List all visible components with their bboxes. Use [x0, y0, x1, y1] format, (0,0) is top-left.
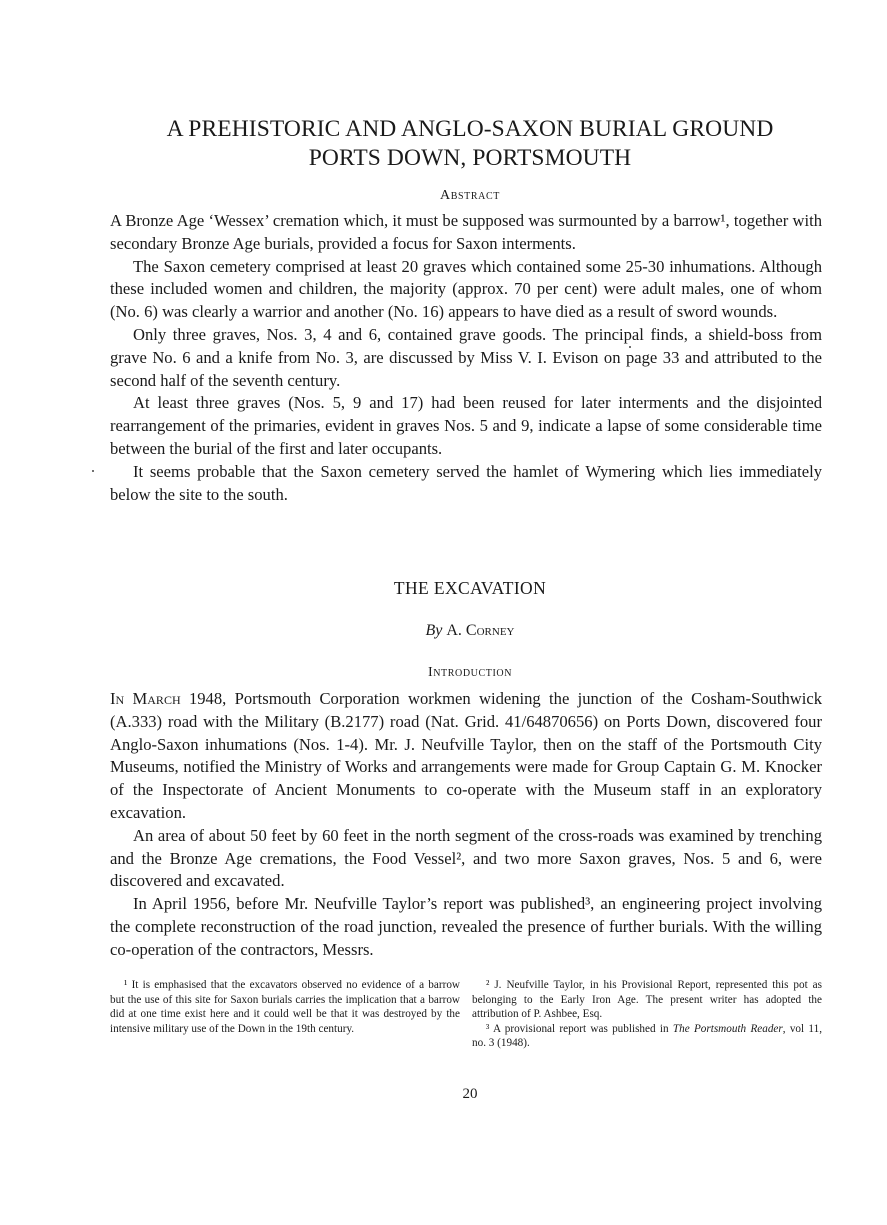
- abstract-paragraph: A Bronze Age ‘Wessex’ cremation which, it must be supposed was surmounted by a barrow¹, together with secondary Bronze Age burials, provided a focus for Saxon interments.: [110, 211, 822, 253]
- footnotes: [110, 978, 822, 1051]
- body-paragraph: In April 1956, before Mr. Neufville Taylor’s report was published³, an engineering project involving the complete reconstruction of the road junction, revealed the presence of further burials. With the willing co-operation of the contractors, Messrs.: [110, 894, 822, 959]
- article-title-line-1: A PREHISTORIC AND ANGLO-SAXON BURIAL GROUND: [166, 116, 774, 142]
- body-paragraph-text: 1948, Portsmouth Corporation workmen widening the junction of the Cosham-Southwick (A.333) road with the Military (B.2177) road (Nat. Grid. 41/64870656) on Ports Down, discovered four Anglo-Saxon inhumations (Nos. 1-4). Mr. J. Neufville Taylor, then on the staff of the Portsmouth City Museums, notified the Ministry of Works and arrangements were made for Group Captain G. M. Knocker of the Inspectorate of Ancient Monuments to co-operate with the Museum staff in an exploratory excavation.: [110, 689, 823, 822]
- footnote-column-left: [110, 978, 460, 1051]
- footnote-3-journal: The Portsmouth Reader: [672, 1022, 783, 1035]
- abstract-heading: Abstract: [440, 188, 500, 203]
- abstract-paragraph: Only three graves, Nos. 3, 4 and 6, contained grave goods. The principal finds, a shield-boss from grave No. 6 and a knife from No. 3, are discussed by Miss V. I. Evison on page 33 and attributed to the second half of the seventh century.: [110, 324, 822, 390]
- scan-speck: [92, 470, 94, 472]
- lead-words: In March: [110, 689, 181, 708]
- scan-speck: [629, 346, 631, 348]
- body-paragraph: [110, 688, 822, 825]
- abstract-paragraph: It seems probable that the Saxon cemetery served the hamlet of Wymering which lies immediately below the site to the south.: [110, 461, 822, 504]
- footnote-3: [472, 1022, 822, 1051]
- introduction-body: [110, 688, 822, 962]
- footnote-column-right: [472, 978, 822, 1051]
- footnote-2: ² J. Neufville Taylor, in his Provisional Report, represented this pot as belonging to the Early Iron Age. The present writer has adopted the attribution of P. Ashbee, Esq.: [472, 979, 822, 1021]
- byline-by: By: [425, 622, 443, 639]
- body-paragraph: An area of about 50 feet by 60 feet in the north segment of the cross-roads was examined by trenching and the Bronze Age cremations, the Food Vessel², and two more Saxon graves, Nos. 5 and 6, were discovered and excavated.: [110, 825, 822, 891]
- author-byline: [110, 622, 830, 640]
- abstract-paragraph: The Saxon cemetery comprised at least 20 graves which contained some 25-30 inhumations. Although these included women and children, the majority (approx. 70 per cent) were adult males, one of whom (No. 6) was clearly a warrior and another (No. 16) appears to have died as a result of sword wounds.: [110, 256, 822, 322]
- footnote-3-end: , vol 11, no. 3 (1948).: [472, 1022, 822, 1050]
- page-number: 20: [462, 1086, 478, 1102]
- footnote-1: ¹ It is emphasised that the excavators observed no evidence of a barrow but the use of this site for Saxon burials carries the implication that a barrow did at one time exist here and it could well be that it was destroyed by the intensive military use of the Down in the 19th century.: [110, 979, 460, 1035]
- abstract-body: [110, 210, 822, 506]
- abstract-paragraph: At least three graves (Nos. 5, 9 and 17) had been reused for later interments and the disjointed rearrangement of the primaries, evident in graves Nos. 5 and 9, indicate a lapse of some considerable time between the burial of the first and later occupants.: [110, 393, 822, 458]
- footnote-3-text: ³ A provisional report was published in: [486, 1022, 673, 1035]
- article-title-line-2: PORTS DOWN, PORTSMOUTH: [308, 145, 632, 171]
- introduction-heading: Introduction: [427, 665, 513, 680]
- section-heading: THE EXCAVATION: [393, 578, 547, 598]
- author-name: A. Corney: [446, 622, 515, 639]
